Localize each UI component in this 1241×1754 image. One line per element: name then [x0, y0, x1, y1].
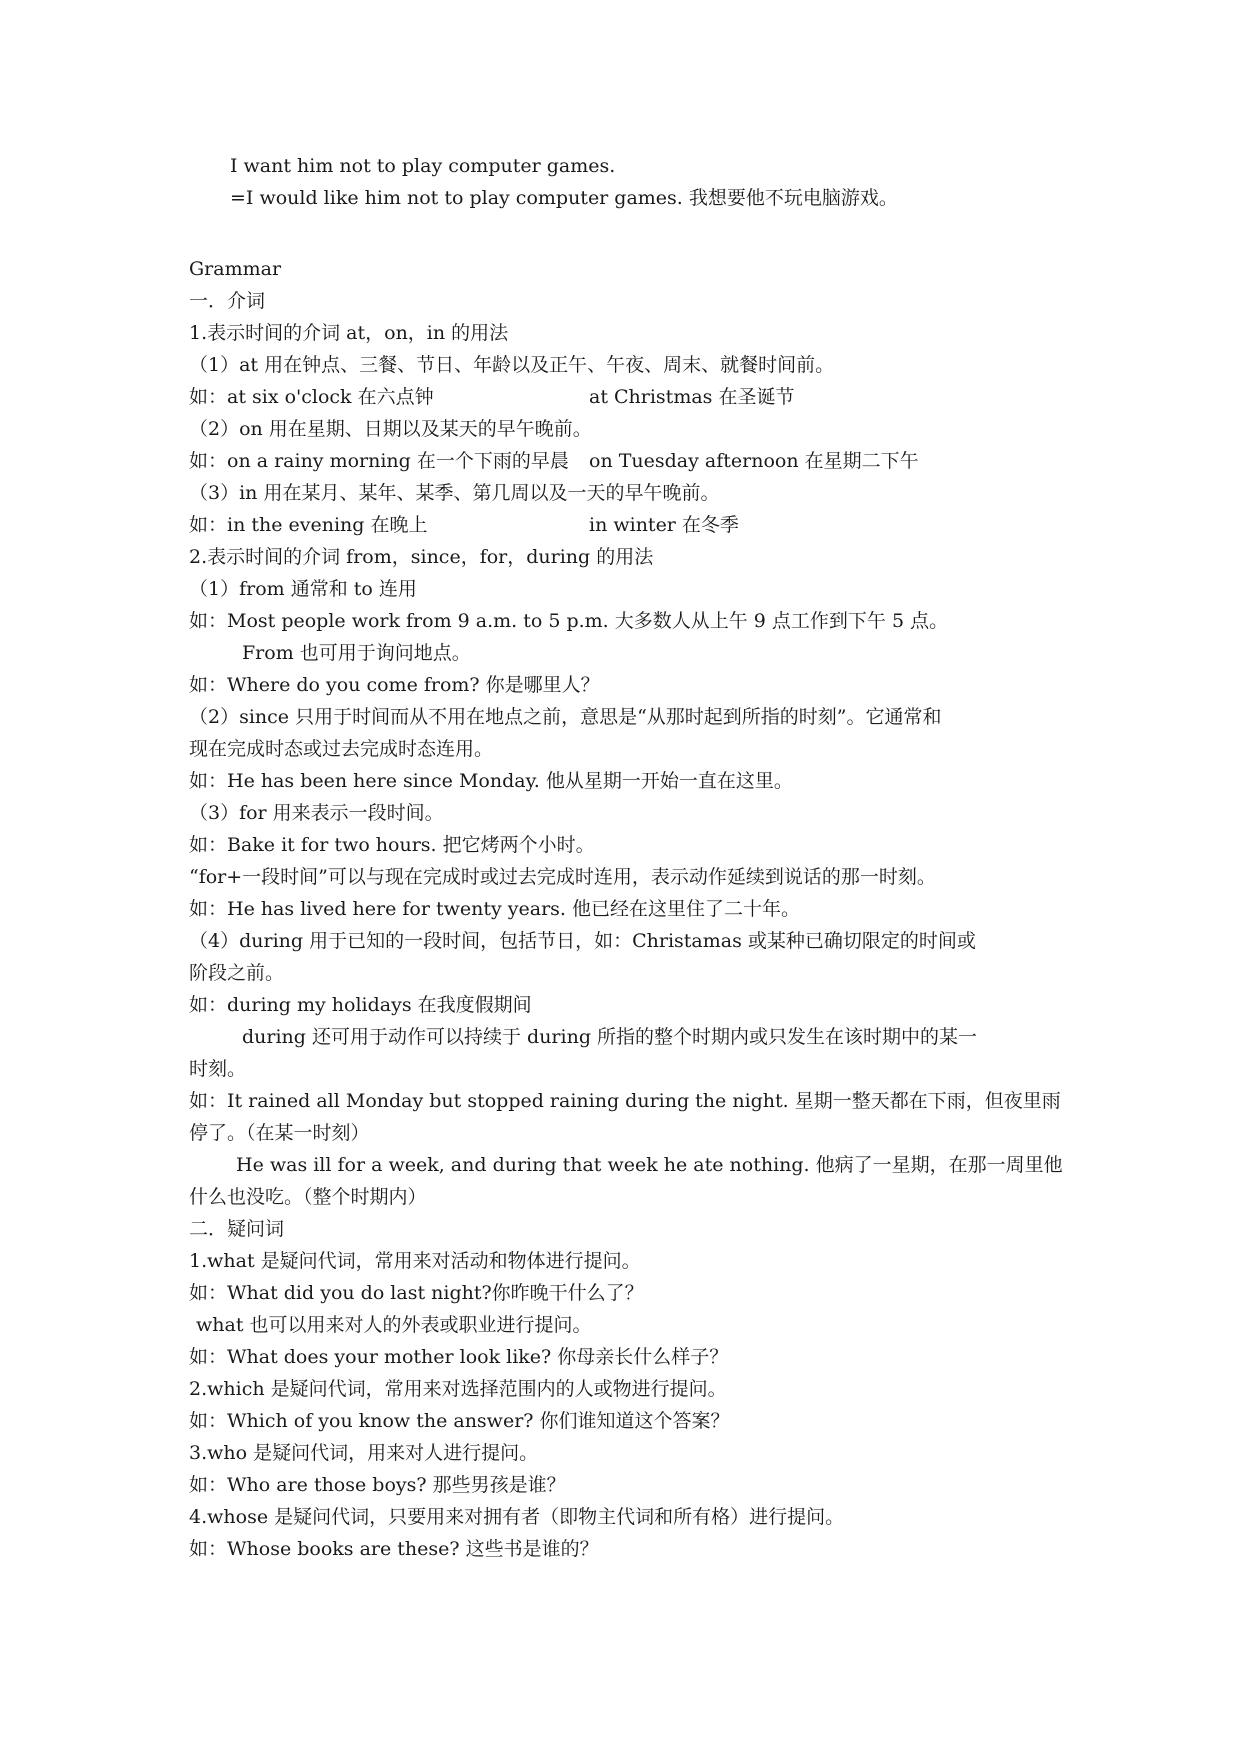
example-right: in winter 在冬季	[589, 514, 739, 536]
section-heading: 一．介词	[189, 290, 266, 312]
text-line: 如：It rained all Monday but stopped raining during the night. 星期一整天都在下雨，但夜里雨	[189, 1090, 1061, 1112]
text-line: “for+一段时间”可以与现在完成时或过去完成时连用，表示动作延续到说话的那一时刻。	[189, 866, 936, 888]
text-line: 如：What does your mother look like? 你母亲长什么样子？	[189, 1346, 729, 1368]
text-line: （3）in 用在某月、某年、某季、第几周以及一天的早午晚前。	[189, 482, 720, 504]
example-sentence: I want him not to play computer games.	[230, 155, 616, 177]
text-line: during 还可用于动作可以持续于 during 所指的整个时期内或只发生在该时期中的某一	[242, 1026, 978, 1048]
text-line: 现在完成时态或过去完成时态连用。	[189, 738, 494, 760]
text-line: （1）from 通常和 to 连用	[189, 578, 417, 600]
text-line: 如：during my holidays 在我度假期间	[189, 994, 532, 1016]
example-right: at Christmas 在圣诞节	[589, 386, 795, 408]
text-line: From 也可用于询问地点。	[242, 642, 471, 664]
text-line: （2）since 只用于时间而从不用在地点之前，意思是“从那时起到所指的时刻”。它通常和	[189, 706, 942, 728]
text-line: 2.which 是疑问代词，常用来对选择范围内的人或物进行提问。	[189, 1378, 727, 1400]
example-row	[189, 509, 1069, 541]
text-line: （2）on 用在星期、日期以及某天的早午晚前。	[189, 418, 592, 440]
text-line: 如：Who are those boys? 那些男孩是谁？	[189, 1474, 566, 1496]
section-heading: 二．疑问词	[189, 1218, 285, 1240]
text-line: 如：What did you do last night?你昨晚干什么了？	[189, 1282, 644, 1304]
text-line: 如：Whose books are these? 这些书是谁的？	[189, 1538, 599, 1560]
subsection-heading: 1.表示时间的介词 at，on，in 的用法	[189, 322, 509, 344]
text-line: 如：He has been here since Monday. 他从星期一开始一直在这里。	[189, 770, 793, 792]
text-line: 什么也没吃。（整个时期内）	[189, 1186, 427, 1208]
text-line: 停了。（在某一时刻）	[189, 1122, 370, 1144]
text-line: He was ill for a week, and during that week he ate nothing. 他病了一星期，在那一周里他	[236, 1154, 1063, 1176]
section-heading: Grammar	[189, 258, 282, 280]
text-line: 如：Where do you come from? 你是哪里人？	[189, 674, 600, 696]
text-line: 如：He has lived here for twenty years. 他已经在这里住了二十年。	[189, 898, 800, 920]
example-left: 如：at six o'clock 在六点钟	[189, 386, 434, 408]
text-line: 4.whose 是疑问代词，只要用来对拥有者（即物主代词和所有格）进行提问。	[189, 1506, 845, 1528]
text-line: 1.what 是疑问代词，常用来对活动和物体进行提问。	[189, 1250, 641, 1272]
text-line: 如：Bake it for two hours. 把它烤两个小时。	[189, 834, 595, 856]
text-line: 阶段之前。	[189, 962, 285, 984]
example-left: 如：in the evening 在晚上	[189, 514, 428, 536]
text-line: 如：Most people work from 9 a.m. to 5 p.m. 大多数人从上午 9 点工作到下午 5 点。	[189, 610, 949, 632]
text-line: 3.who 是疑问代词，用来对人进行提问。	[189, 1442, 539, 1464]
text-line: 时刻。	[189, 1058, 247, 1080]
text-line: （4）during 用于已知的一段时间，包括节日，如：Christamas 或某种已确切限定的时间或	[189, 930, 976, 952]
example-row	[189, 381, 1069, 413]
example-right: on Tuesday afternoon 在星期二下午	[589, 450, 919, 472]
text-line: 如：Which of you know the answer? 你们谁知道这个答案？	[189, 1410, 730, 1432]
example-sentence: =I would like him not to play computer games. 我想要他不玩电脑游戏。	[230, 187, 898, 209]
text-line: （1）at 用在钟点、三餐、节日、年龄以及正午、午夜、周末、就餐时间前。	[189, 354, 835, 376]
example-left: 如：on a rainy morning 在一个下雨的早晨	[189, 450, 569, 472]
example-row	[189, 445, 1069, 477]
text-line: what 也可以用来对人的外表或职业进行提问。	[196, 1314, 592, 1336]
text-line: （3）for 用来表示一段时间。	[189, 802, 444, 824]
subsection-heading: 2.表示时间的介词 from，since，for，during 的用法	[189, 546, 654, 568]
